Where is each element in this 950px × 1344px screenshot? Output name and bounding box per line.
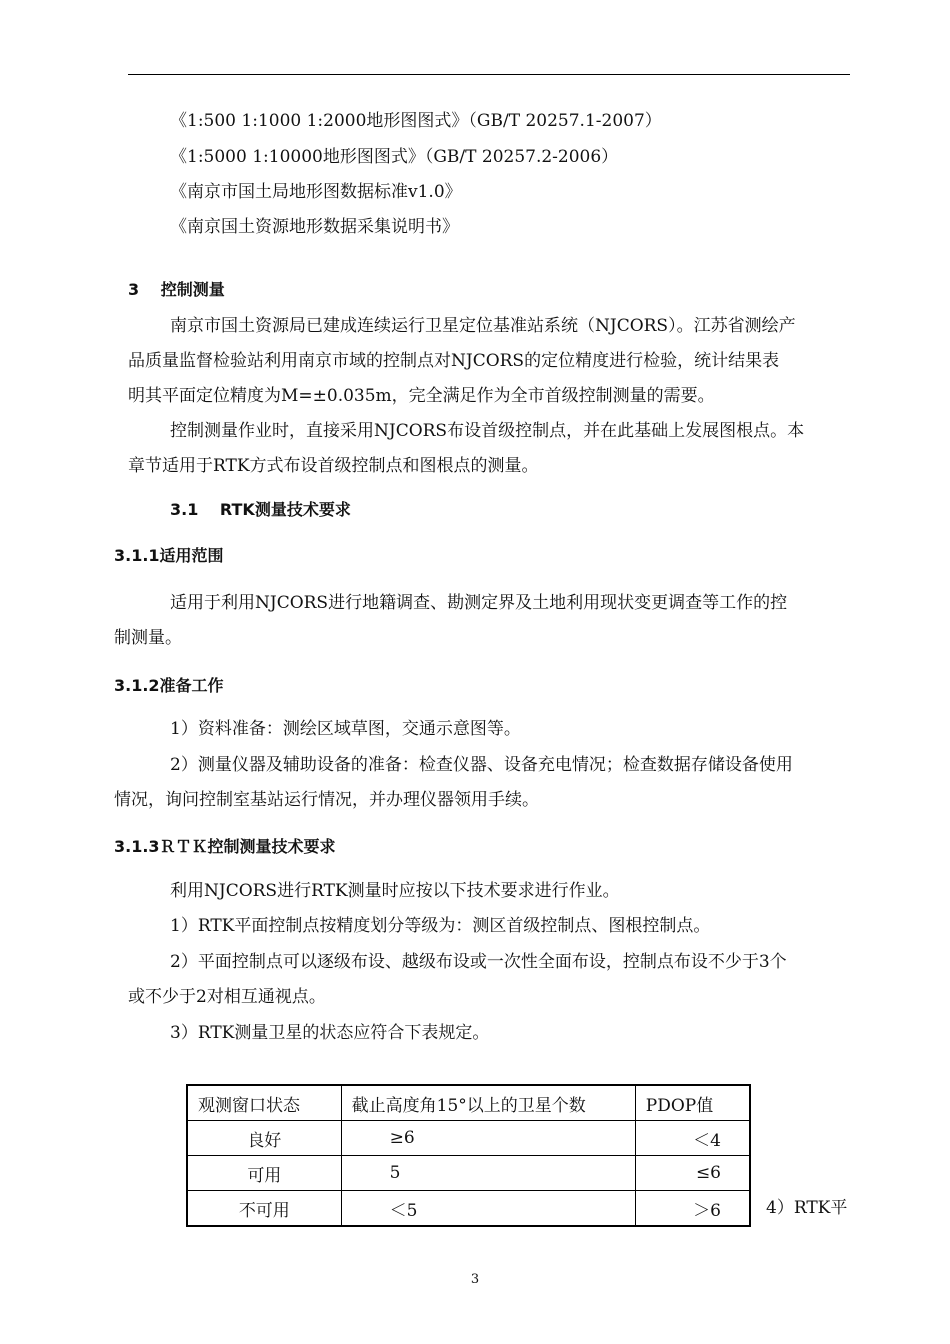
section-3-1-1-para-line2: 制测量。 bbox=[114, 628, 182, 648]
section-3-1-2-item2-line1: 2）测量仪器及辅助设备的准备：检查仪器、设备充电情况；检查数据存储设备使用 bbox=[170, 755, 793, 775]
reference-4: 《南京国土资源地形数据采集说明书》 bbox=[170, 217, 459, 237]
table-header-cell: PDOP值 bbox=[635, 1085, 750, 1121]
section-3-para2-line2: 章节适用于RTK方式布设首级控制点和图根点的测量。 bbox=[128, 456, 539, 476]
table-header-cell: 截止高度角15°以上的卫星个数 bbox=[341, 1085, 635, 1121]
section-3-1-3-intro: 利用NJCORS进行RTK测量时应按以下技术要求进行作业。 bbox=[170, 881, 620, 901]
section-3-1-3-item4-fragment: 4）RTK平 bbox=[766, 1198, 848, 1218]
section-3-1-2-heading: 3.1.2准备工作 bbox=[114, 676, 224, 695]
table-cell-pdop: ≤6 bbox=[635, 1156, 750, 1191]
table-cell-status: 可用 bbox=[187, 1156, 341, 1191]
table-row bbox=[187, 1121, 750, 1156]
section-3-1-1-heading: 3.1.1适用范围 bbox=[114, 546, 224, 565]
header-rule bbox=[128, 74, 850, 75]
section-3-1-3-item3: 3）RTK测量卫星的状态应符合下表规定。 bbox=[170, 1023, 490, 1043]
table-cell-pdop: ＜4 bbox=[635, 1121, 750, 1156]
table-cell-pdop: ＞6 bbox=[635, 1191, 750, 1227]
table-cell-satellites: 5 bbox=[341, 1156, 635, 1191]
table-row bbox=[187, 1191, 750, 1227]
section-3-1-3-item1: 1）RTK平面控制点按精度划分等级为：测区首级控制点、图根控制点。 bbox=[170, 916, 711, 936]
table-cell-status: 不可用 bbox=[187, 1191, 341, 1227]
section-3-para1-line3: 明其平面定位精度为M=±0.035m，完全满足作为全市首级控制测量的需要。 bbox=[128, 386, 715, 406]
table-header-row bbox=[187, 1085, 750, 1121]
page-number: 3 bbox=[470, 1272, 480, 1287]
reference-3: 《南京市国土局地形图数据标准v1.0》 bbox=[170, 182, 462, 202]
table-cell-satellites: ＜5 bbox=[341, 1191, 635, 1227]
reference-1: 《1:500 1:1000 1:2000地形图图式》（GB/T 20257.1-2007） bbox=[170, 111, 662, 131]
table-header-cell: 观测窗口状态 bbox=[187, 1085, 341, 1121]
section-3-1-3-item2-line2: 或不少于2对相互通视点。 bbox=[128, 987, 326, 1007]
section-3-1-heading: 3.1 RTK测量技术要求 bbox=[170, 500, 351, 519]
section-3-1-3-heading: 3.1.3ＲＴＫ控制测量技术要求 bbox=[114, 837, 336, 856]
satellite-status-table bbox=[186, 1084, 751, 1227]
table-row bbox=[187, 1156, 750, 1191]
section-3-para1-line2: 品质量监督检验站利用南京市域的控制点对NJCORS的定位精度进行检验，统计结果表 bbox=[128, 351, 780, 371]
section-3-1-3-item2-line1: 2）平面控制点可以逐级布设、越级布设或一次性全面布设，控制点布设不少于3个 bbox=[170, 952, 787, 972]
section-3-heading: 3 控制测量 bbox=[128, 280, 225, 299]
reference-2: 《1:5000 1:10000地形图图式》（GB/T 20257.2-2006） bbox=[170, 147, 619, 167]
section-3-para2-line1: 控制测量作业时，直接采用NJCORS布设首级控制点，并在此基础上发展图根点。本 bbox=[170, 421, 805, 441]
table-cell-satellites: ≥6 bbox=[341, 1121, 635, 1156]
table-cell-status: 良好 bbox=[187, 1121, 341, 1156]
section-3-para1-line1: 南京市国土资源局已建成连续运行卫星定位基准站系统（NJCORS）。江苏省测绘产 bbox=[170, 316, 796, 336]
section-3-1-1-para-line1: 适用于利用NJCORS进行地籍调查、勘测定界及土地利用现状变更调查等工作的控 bbox=[170, 593, 788, 613]
section-3-1-2-item2-line2: 情况，询问控制室基站运行情况，并办理仪器领用手续。 bbox=[114, 790, 539, 810]
section-3-1-2-item1: 1）资料准备：测绘区域草图，交通示意图等。 bbox=[170, 719, 521, 739]
